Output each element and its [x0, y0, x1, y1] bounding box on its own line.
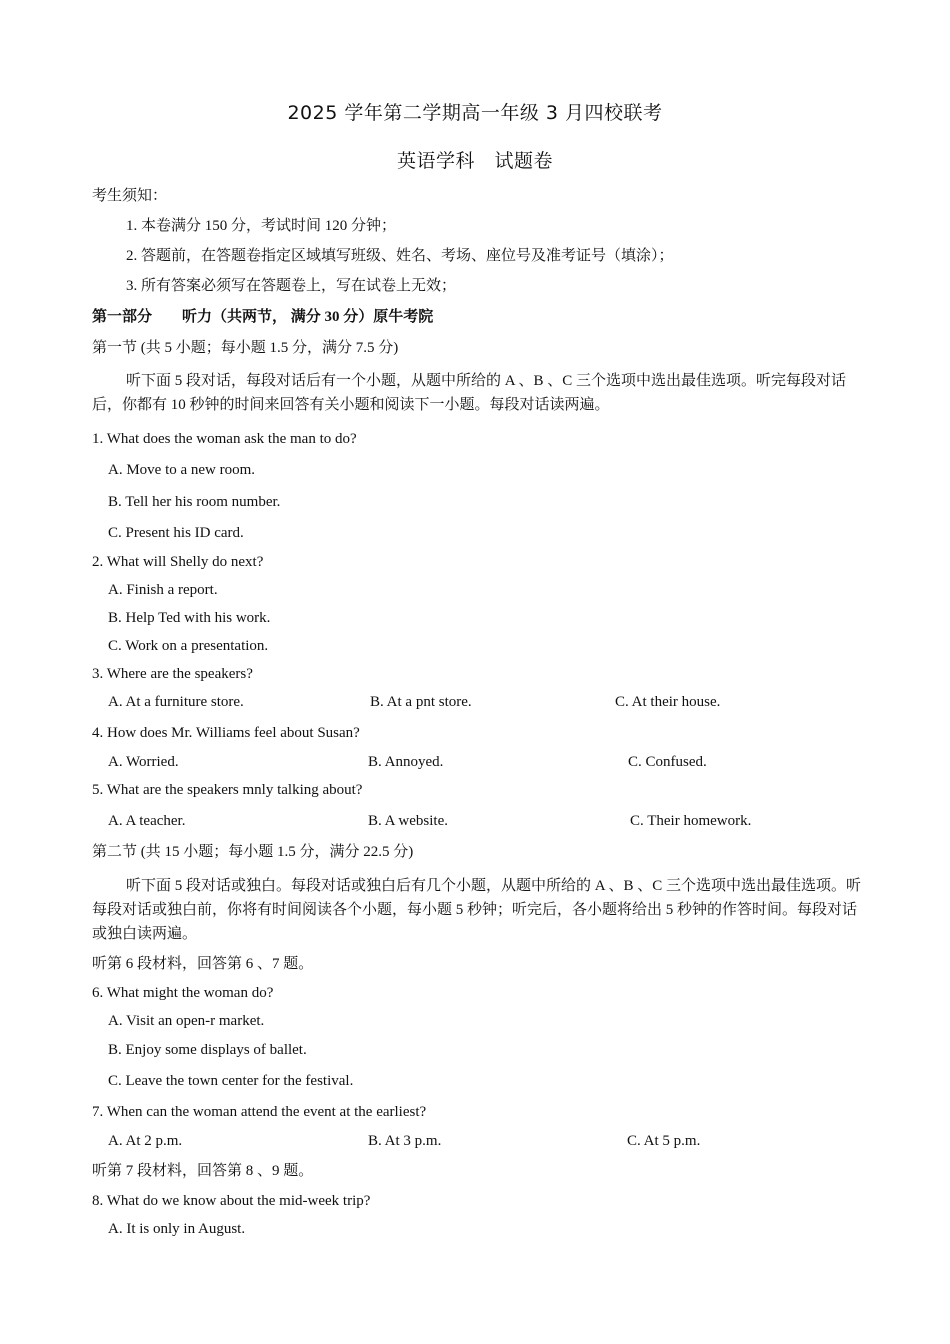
q7-option-b: B. At 3 p.m.: [368, 1133, 442, 1149]
page-subtitle: 英语学科 试题卷: [396, 150, 553, 172]
q4-option-b: B. Annoyed.: [368, 754, 444, 770]
question-1: 1. What does the woman ask the man to do?: [92, 431, 357, 447]
q5-option-b: B. A website.: [368, 813, 449, 829]
part1-heading: 第一部分 听力（共两节， 满分 30 分）原牛考院: [92, 309, 434, 325]
question-4: 4. How does Mr. Williams feel about Susan?: [92, 725, 360, 741]
q1-option-c: C. Present his ID card.: [108, 525, 244, 541]
q5-option-a: A. A teacher.: [108, 813, 186, 829]
notice-heading: 考生须知：: [92, 188, 168, 204]
q4-option-c: C. Confused.: [628, 754, 707, 770]
q3-option-b: B. At a pnt store.: [370, 694, 472, 710]
section2-heading: 第二节 (共 15 小题；每小题 1.5 分，满分 22.5 分): [92, 844, 414, 860]
question-8: 8. What do we know about the mid-week trip?: [92, 1193, 371, 1209]
page-title: 2025 学年第二学期高一年级 3 月四校联考: [287, 102, 663, 124]
section2-instructions: 听下面 5 段对话或独白。每段对话或独白后有几个小题，从题中所给的 A 、B 、C 三个选项中选出最佳选项。听每段对话或独白前，你将有时间阅读各个小题，每小题 5 秒钟；听完后，各小题将给出 5 秒钟的作答时间。每段对话或独白读两遍。: [92, 878, 862, 942]
section1-instructions: 听下面 5 段对话，每段对话后有一个小题，从题中所给的 A 、B 、C 三个选项中选出最佳选项。听完每段对话后，你都有 10 秒钟的时间来回答有关小题和阅读下一小题。每段对话读两遍。: [92, 373, 847, 413]
q6-option-a: A. Visit an open-r market.: [108, 1013, 265, 1029]
q6-option-c: C. Leave the town center for the festival.: [108, 1073, 354, 1089]
material-note: 听第 7 段材料，回答第 8 、9 题。: [92, 1163, 314, 1179]
notice-item: 2. 答题前，在答题卷指定区域填写班级、姓名、考场、座位号及准考证号（填涂）；: [126, 248, 674, 264]
question-3: 3. Where are the speakers?: [92, 666, 253, 682]
q5-option-c: C. Their homework.: [630, 813, 752, 829]
q3-option-a: A. At a furniture store.: [108, 694, 244, 710]
q6-option-b: B. Enjoy some displays of ballet.: [108, 1042, 307, 1058]
q1-option-b: B. Tell her his room number.: [108, 494, 281, 510]
notice-item: 1. 本卷满分 150 分，考试时间 120 分钟；: [126, 218, 397, 234]
notice-item: 3. 所有答案必须写在答题卷上，写在试卷上无效；: [126, 278, 457, 294]
q2-option-b: B. Help Ted with his work.: [108, 610, 271, 626]
question-5: 5. What are the speakers mnly talking about?: [92, 782, 363, 798]
q2-option-a: A. Finish a report.: [108, 582, 218, 598]
q4-option-a: A. Worried.: [108, 754, 179, 770]
question-7: 7. When can the woman attend the event at the earliest?: [92, 1104, 427, 1120]
q3-option-c: C. At their house.: [615, 694, 721, 710]
q7-option-c: C. At 5 p.m.: [627, 1133, 701, 1149]
q7-option-a: A. At 2 p.m.: [108, 1133, 183, 1149]
q1-option-a: A. Move to a new room.: [108, 462, 256, 478]
q2-option-c: C. Work on a presentation.: [108, 638, 269, 654]
question-2: 2. What will Shelly do next?: [92, 554, 264, 570]
question-6: 6. What might the woman do?: [92, 985, 274, 1001]
material-note: 听第 6 段材料，回答第 6 、7 题。: [92, 956, 314, 972]
section1-heading: 第一节 (共 5 小题；每小题 1.5 分，满分 7.5 分): [92, 340, 399, 356]
q8-option-a: A. It is only in August.: [108, 1221, 246, 1237]
